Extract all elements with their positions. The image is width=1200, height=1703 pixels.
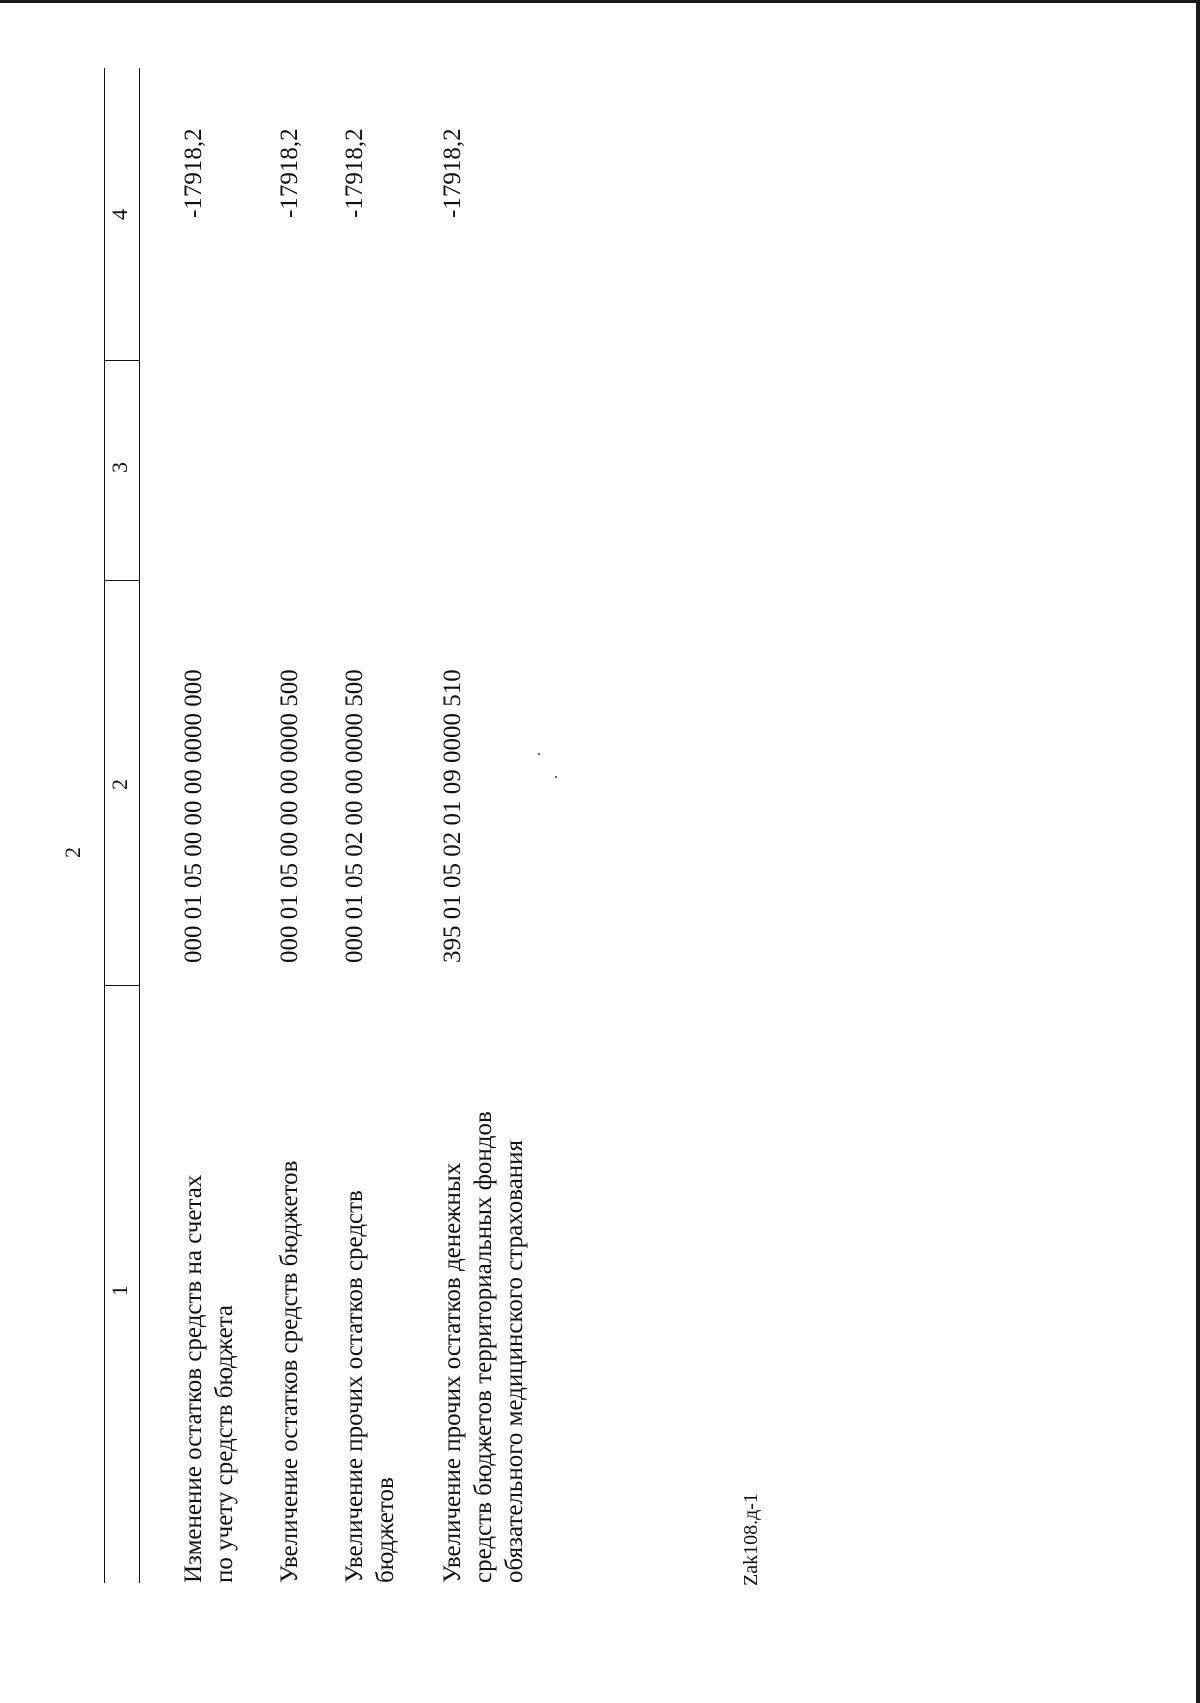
column-number-1: 1 xyxy=(107,1285,132,1296)
row-2-name-line-1: Увеличение остатков средств бюджетов xyxy=(276,1160,303,1583)
column-number-3: 3 xyxy=(107,462,132,473)
column-divider-2 xyxy=(104,580,139,581)
table-row-2-code: 000 01 05 00 00 00 0000 500 xyxy=(276,669,303,963)
row-3-name-line-1: Увеличение прочих остатков средств xyxy=(341,1190,368,1583)
table-row-4-value: -17918,2 xyxy=(439,128,466,218)
row-4-name-line-3: обязательного медицинского страхования xyxy=(501,1139,528,1583)
table-row-1-code: 000 01 05 00 00 00 0000 000 xyxy=(180,669,207,963)
page-number: 2 xyxy=(60,847,85,858)
table-top-border xyxy=(104,68,105,1583)
table-row-1-value: -17918,2 xyxy=(180,128,207,218)
column-number-2: 2 xyxy=(107,779,132,790)
row-4-name-line-2: средств бюджетов территориальных фондов xyxy=(470,1111,497,1583)
column-divider-3 xyxy=(104,360,139,361)
table-row-4-code: 395 01 05 02 01 09 0000 510 xyxy=(439,669,466,963)
table-header-border xyxy=(139,68,140,1583)
column-divider-1 xyxy=(104,985,139,986)
row-4-name-line-1: Увеличение прочих остатков денежных xyxy=(439,1162,466,1583)
column-number-4: 4 xyxy=(107,209,132,220)
scan-speck xyxy=(538,753,540,755)
footer-document-code: Zak108.д-1 xyxy=(740,1493,762,1586)
row-1-name-line-2: по учету средств бюджета xyxy=(211,1304,238,1583)
scan-speck xyxy=(555,776,557,778)
row-3-name-line-2: бюджетов xyxy=(372,1477,399,1583)
table-row-3-value: -17918,2 xyxy=(341,128,368,218)
table-row-3-code: 000 01 05 02 00 00 0000 500 xyxy=(341,669,368,963)
row-1-name-line-1: Изменение остатков средств на счетах xyxy=(180,1174,207,1583)
table-row-2-value: -17918,2 xyxy=(276,128,303,218)
